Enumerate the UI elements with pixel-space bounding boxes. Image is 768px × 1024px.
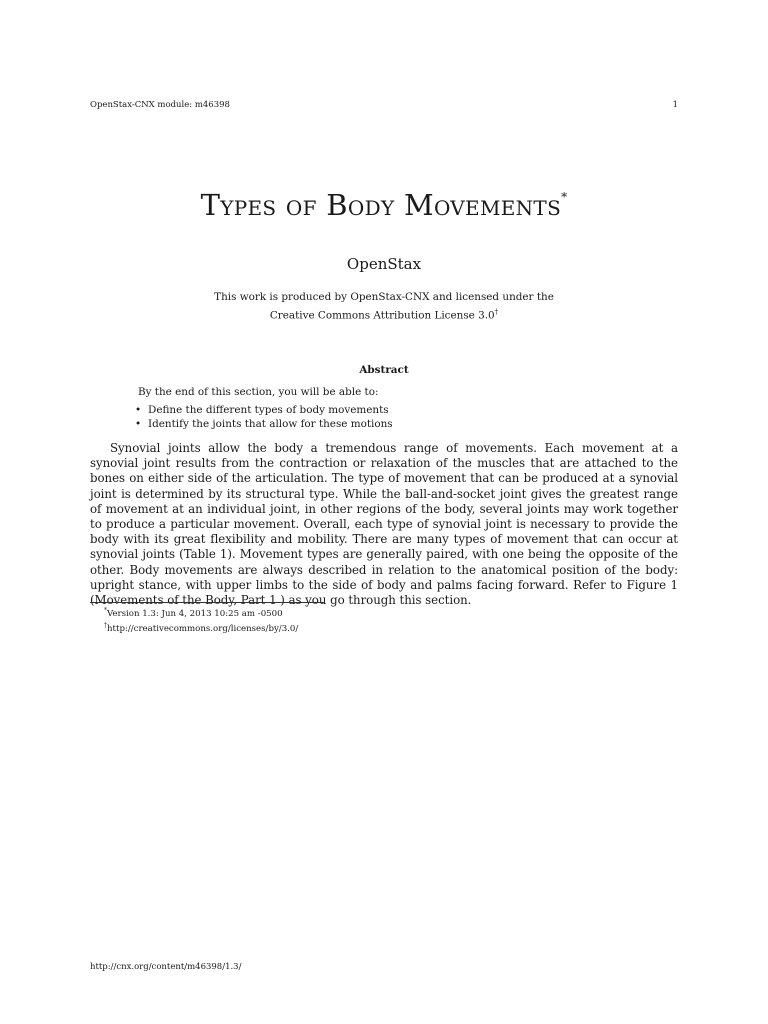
list-item: • Define the different types of body movements	[135, 404, 393, 418]
footnote-text: Version 1.3: Jun 4, 2013 10:25 am -0500	[107, 608, 283, 619]
footnote-license-url	[104, 620, 298, 635]
footnote-marker: †	[104, 622, 107, 630]
author: OpenStax	[346, 255, 422, 273]
license-footnote-marker: †	[494, 308, 499, 316]
abstract-heading: Abstract	[359, 364, 409, 376]
footnote-divider	[90, 602, 325, 603]
running-header	[90, 100, 678, 110]
footer-url[interactable]: http://cnx.org/content/m46398/1.3/	[90, 962, 242, 972]
title-text: Types of Body Movements	[200, 188, 562, 222]
page-number: 1	[672, 100, 678, 110]
license-line-2	[0, 305, 768, 323]
body-paragraph: Synovial joints allow the body a tremendous range of movements. Each movement at a synovial joint results from the contraction or relaxation of the muscles that are attached to the bones on either side of the articulation. The type of movement that can be produced at a synovial joint is determined by its structural type. While the ball-and-socket joint gives the greatest range of movement at an individual joint, in other regions of the body, several joints may work together to produce a particular movement. Overall, each type of synovial joint is necessary to provide the body with its great flexibility and mobility. There are many types of movement that can occur at synovial joints (Table 1). Movement types are generally paired, with one being the opposite of the other. Body movements are always described in relation to the anatomical position of the body: upright stance, with upper limbs to the side of body and palms facing forward. Refer to Figure 1 (Movements of the Body, Part 1 ) as you go through this section.	[90, 441, 678, 608]
module-id: OpenStax-CNX module: m46398	[90, 100, 230, 110]
footnote-marker: *	[104, 607, 107, 614]
title-footnote-marker: *	[561, 190, 568, 204]
footnotes	[104, 605, 298, 635]
page-title	[0, 188, 768, 222]
license-line-1: This work is produced by OpenStax-CNX and licensed under the	[214, 291, 554, 303]
license-name: Creative Commons Attribution License 3.0	[269, 309, 495, 322]
footnote-version	[104, 605, 298, 620]
list-item: • Identify the joints that allow for these motions	[135, 418, 393, 432]
license-statement	[0, 290, 768, 323]
learning-objectives	[135, 404, 393, 431]
abstract-intro: By the end of this section, you will be able to:	[138, 386, 379, 398]
footnote-link[interactable]: http://creativecommons.org/licenses/by/3.0/	[107, 624, 299, 635]
